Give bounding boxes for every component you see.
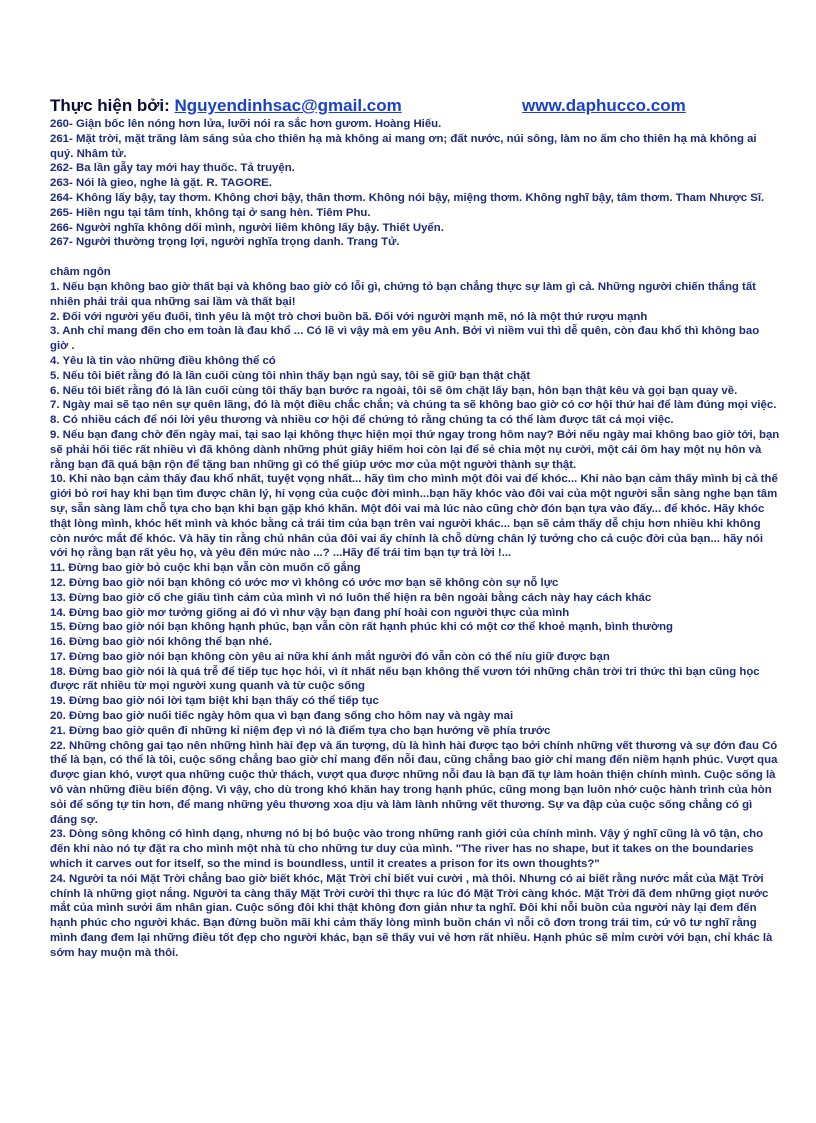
- proverb-list: [50, 117, 780, 250]
- quote-item: 15. Đừng bao giờ nói bạn không hạnh phúc, bạn vẫn còn rất hạnh phúc khi có một cơ thể khoẻ mạnh, bình thường: [50, 621, 673, 634]
- document-page: [50, 96, 780, 961]
- quote-item: 7. Ngày mai sẽ tạo nên sự quên lãng, đó là một điều chắc chắn; và chúng ta sẽ không bao giờ có cơ hội thứ hai để làm đúng mọi việc.: [50, 399, 777, 412]
- quote-item: 13. Đừng bao giờ cố che giấu tình cảm của mình vì nó luôn thể hiện ra bên ngoài bằng cách này hay cách khác: [50, 591, 652, 604]
- proverb-265: 265- Hiền ngu tại tâm tính, không tại ở sang hèn. Tiêm Phu.: [50, 206, 371, 219]
- website-link[interactable]: www.daphucco.com: [522, 96, 686, 115]
- quote-item: 1. Nếu bạn không bao giờ thất bại và không bao giờ có lỗi gì, chứng tỏ bạn chẳng thực sự làm gì cả. Những người chiến thắng tất nhiên phải trải qua những sai lầm và thất bại!: [50, 280, 756, 308]
- quote-item: 14. Đừng bao giờ mơ tưởng giống ai đó vì như vậy bạn đang phí hoài con người thực của mình: [50, 606, 570, 619]
- proverb-264: 264- Không lấy bậy, tay thơm. Không chơi bậy, thân thơm. Không nói bậy, miệng thơm. Không nghĩ bậy, tâm thơm. Tham Nhược Sĩ.: [50, 191, 765, 204]
- quote-item: 20. Đừng bao giờ nuối tiếc ngày hôm qua vì bạn đang sống cho hôm nay và ngày mai: [50, 710, 514, 723]
- quote-item: 17. Đừng bao giờ nói bạn không còn yêu ai nữa khi ánh mắt người đó vẫn còn có thể níu giữ được bạn: [50, 650, 610, 663]
- quote-item: 23. Dòng sông không có hình dạng, nhưng nó bị bó buộc vào trong những ranh giới của chính mình. Vậy ý nghĩ cũng là vô tận, cho đến khi nào nó tự đặt ra cho mình một nhà tù cho những tư duy của mình. "The river has no shape, but it takes on the boundaries which it carves out for itself, so the mind is boundless, until it creates a prison for its own thoughts?": [50, 828, 764, 871]
- quote-item: 16. Đừng bao giờ nói không thể bạn nhé.: [50, 636, 273, 649]
- proverb-267: 267- Người thường trọng lợi, người nghĩa trọng danh. Trang Tử.: [50, 236, 400, 249]
- proverb-266: 266- Người nghĩa không dối mình, người liêm không lấy bậy. Thiết Uyển.: [50, 221, 444, 234]
- quote-item: 6. Nếu tôi biết rằng đó là lần cuối cùng tôi thấy bạn bước ra ngoài, tôi sẽ ôm chặt lấy bạn, hôn bạn thật kêu và gọi bạn quay về.: [50, 384, 738, 397]
- document-header: [50, 96, 780, 116]
- quote-item: 19. Đừng bao giờ nói lời tạm biệt khi bạn thấy có thể tiếp tục: [50, 695, 379, 708]
- quote-item: 21. Đừng bao giờ quên đi những kỉ niệm đẹp vì nó là điểm tựa cho bạn hướng về phía trước: [50, 724, 551, 737]
- author-email-link[interactable]: Nguyendinhsac@gmail.com: [174, 96, 402, 115]
- proverb-260: 260- Giận bốc lên nóng hơn lửa, lưỡi nói ra sắc hơn gươm. Hoàng Hiếu.: [50, 118, 442, 130]
- quote-item: 5. Nếu tôi biết rằng đó là lần cuối cùng tôi nhìn thấy bạn ngủ say, tôi sẽ giữ bạn thật chặt: [50, 369, 531, 382]
- section-spacer: [50, 250, 780, 265]
- quote-item: 18. Đừng bao giờ nói là quá trễ để tiếp tục học hỏi, vì ít nhất nếu bạn không thể vươn tới những chân trời tri thức thì bạn cũng học được rất nhiều từ mọi người xung quanh và từ cuộc sống: [50, 665, 760, 693]
- quote-item: 24. Người ta nói Mặt Trời chẳng bao giờ biết khóc, Mặt Trời chỉ biết vui cười , mà thôi. Nhưng có ai biết rằng nước mắt của Mặt Trời chính là những giọt nắng. Người ta càng thấy Mặt Trời cười thì thực ra lúc đó Mặt Trời càng khóc. Mặt Trời đã đem những giọt nước mắt của mình sưởi ấm nhân gian. Cuộc sống đôi khi thật không đơn giản như ta nghĩ. Đôi khi nỗi buồn của người này lại đem đến hạnh phúc cho người khác. Bạn đừng buồn mãi khi cảm thấy lòng mình buồn chán vì nỗi cô đơn trong trái tim, cứ vô tư nghĩ rằng mình đang đem lại những điều tốt đẹp cho người khác, bạn sẽ thấy vui vẻ hơn rất nhiều. Hạnh phúc sẽ mỉm cười với bạn, chỉ khác là sớm hay muộn mà thôi.: [50, 872, 773, 959]
- proverb-263: 263- Nói là gieo, nghe là gặt. R. TAGORE.: [50, 177, 272, 190]
- quote-item: 9. Nếu bạn đang chờ đến ngày mai, tại sao lại không thực hiện mọi thứ ngay trong hôm nay? Bởi nếu ngày mai không bao giờ tới, bạn sẽ phải hối tiếc rất nhiều vì đã không dành những phút giây hiếm hoi còn lại để sẻ chia một nụ cười, một cái ôm hay một nụ hôn và rằng bạn đã quá bận rộn để tặng ban những gì có thể giúp ước mơ của một người thành sự thật.: [50, 428, 780, 471]
- quote-item: 12. Đừng bao giờ nói bạn không có ước mơ vì không có ước mơ bạn sẽ không còn sự nỗ lực: [50, 576, 559, 589]
- quote-item: 8. Có nhiều cách để nói lời yêu thương và nhiều cơ hội để chứng tỏ rằng chúng ta có thể làm được tất cả mọi việc.: [50, 414, 674, 427]
- quote-item: 22. Những chông gai tạo nên những hình hài đẹp và ấn tượng, dù là hình hài được tạo bởi chính những vết thương và sự đớn đau Có thể là bạn, có thể là tôi, cuộc sống chẳng bao giờ chỉ mang đến nỗi đau, cũng chẳng bao giờ chỉ mang đến niềm hạnh phúc. Vượt qua được gian khó, vượt qua những cuộc thử thách, vượt qua được những nỗi đau là bạn đã tự làm hoàn thiện chính mình. Cuộc sống là vô vàn những điều biến động. Vì vậy, cho dù trong khó khăn hay trong hạnh phúc, cũng mong bạn luôn nhớ cuộc hành trình của hòn sỏi để sống tự tin hơn, để mang những yêu thương xoa dịu và làm lành những vết thương. Sự va đập của cuộc sống chẳng có gì đáng sợ.: [50, 739, 778, 826]
- quote-item: 2. Đối với người yếu đuối, tình yêu là một trò chơi buồn bã. Đối với người mạnh mẽ, nó là một thứ rượu mạnh: [50, 310, 648, 323]
- quote-item: 10. Khi nào bạn cảm thấy đau khổ nhất, tuyệt vọng nhất... hãy tìm cho mình một đôi vai để khóc... Khi nào bạn cảm thấy mình bị cả thế giới bỏ rơi hay khi bạn tìm được chân lý, hi vọng của cuộc đời mình...bạn hãy khóc vào đôi vai của một người sẵn sàng nghe bạn tâm sự, sẵn sàng làm chỗ tựa cho bạn khi bạn gặp khó khăn. Một đôi vai mà lúc nào cũng chờ đón bạn tựa vào đấy... để khóc. Hãy khóc thật lòng mình, khóc hết mình và khóc bằng cả trái tim của bạn trên vai người khác... bạn sẽ cảm thấy dễ chịu hơn nhiều khi không còn nước mắt để khóc. Và hãy tin rằng chủ nhân của đôi vai ấy chính là chỗ dừng chân lý tưởng cho cả cuộc đời của bạn... hãy nói với họ rằng bạn rất yêu họ, và yêu đến mức nào ...? ...Hãy để trái tim bạn tự trả lời !...: [50, 473, 778, 560]
- quote-list: [50, 280, 780, 961]
- proverb-261: 261- Mặt trời, mặt trăng làm sáng sủa cho thiên hạ mà không ai mang ơn; đất nước, núi sông, làm no ấm cho thiên hạ mà không ai quý. Nhâm tử.: [50, 132, 757, 160]
- quote-item: 3. Anh chỉ mang đến cho em toàn là đau khổ ... Có lẽ vì vậy mà em yêu Anh. Bởi vì niềm vui thì dễ quên, còn đau khổ thì không bao giờ .: [50, 325, 760, 353]
- section-title: châm ngôn: [50, 266, 111, 279]
- author-label: Thực hiện bởi:: [50, 96, 170, 115]
- proverb-262: 262- Ba lần gẫy tay mới hay thuốc. Tả truyện.: [50, 162, 295, 175]
- quote-item: 4. Yêu là tin vào những điều không thể có: [50, 354, 276, 367]
- quote-item: 11. Đừng bao giờ bỏ cuộc khi bạn vẫn còn muốn cố gắng: [50, 562, 361, 575]
